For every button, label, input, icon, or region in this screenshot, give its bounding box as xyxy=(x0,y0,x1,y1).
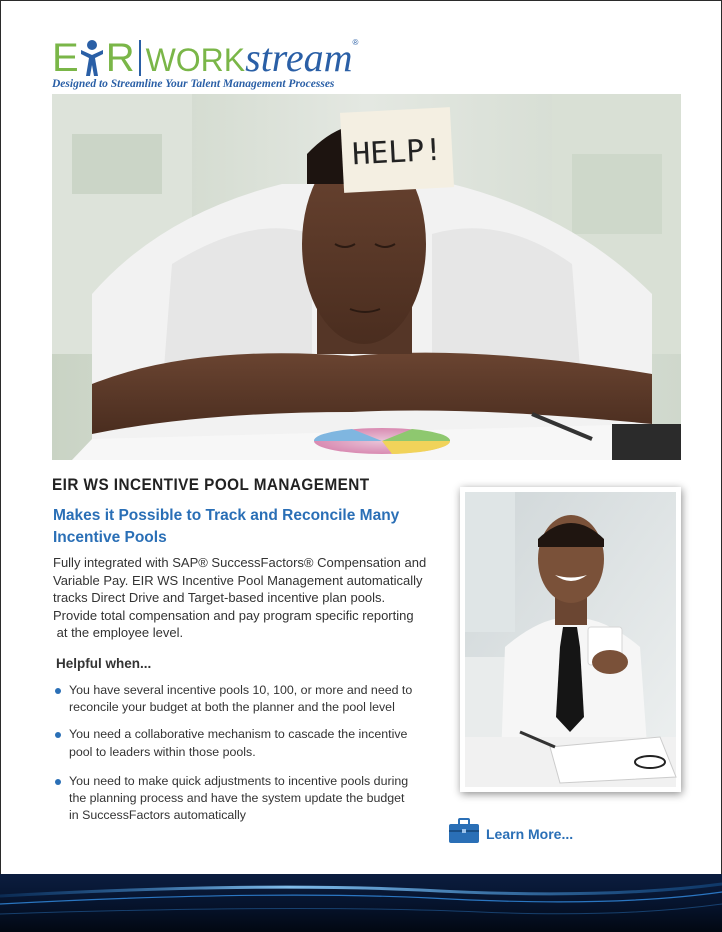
briefcase-icon xyxy=(448,818,480,849)
intro-line: Variable Pay. EIR WS Incentive Pool Management automatically xyxy=(53,572,423,588)
footer-decorative-band xyxy=(0,874,722,932)
eir-workstream-logo xyxy=(52,30,372,94)
logo-eir xyxy=(52,38,134,78)
list-item-line: You have several incentive pools 10, 100, or more and need to xyxy=(69,683,413,697)
list-item-line: pool to leaders within those pools. xyxy=(69,744,256,759)
svg-text:HELP!: HELP! xyxy=(351,132,444,173)
list-item-line: reconcile your budget at both the planner and the pool level xyxy=(69,700,395,715)
learn-more-label[interactable]: Learn More... xyxy=(486,825,574,842)
intro-line: at the employee level. xyxy=(53,625,184,641)
logo-trademark: ® xyxy=(352,38,359,47)
list-item-line: in SuccessFactors automatically xyxy=(69,808,246,823)
logo-letter-r: R xyxy=(105,36,134,80)
list-item-line: You need a collaborative mechanism to cascade the incentive xyxy=(69,727,408,742)
helpful-heading: Helpful when... xyxy=(56,656,152,671)
section-title: EIR WS INCENTIVE POOL MANAGEMENT xyxy=(52,475,370,494)
logo-divider xyxy=(139,40,141,76)
intro-line: tracks Direct Drive and Target-based incentive plan pools. xyxy=(53,590,386,606)
help-sticky-note xyxy=(340,107,454,193)
logo-work: WORK xyxy=(145,42,246,78)
helpful-list xyxy=(54,682,444,824)
logo-stream: stream xyxy=(245,35,353,80)
learn-more-link[interactable] xyxy=(448,818,573,849)
intro-line: Fully integrated with SAP® SuccessFactors® Compensation and xyxy=(53,555,427,570)
logo-letter-e: E xyxy=(52,36,78,80)
bullet-dot-icon xyxy=(55,779,61,785)
side-photo-smiling-man xyxy=(460,487,681,792)
list-item xyxy=(54,682,444,716)
logo-tagline: Designed to Streamline Your Talent Management Processes xyxy=(52,78,335,90)
intro-paragraph xyxy=(53,554,453,642)
bullet-dot-icon xyxy=(55,732,61,738)
section-subtitle: Makes it Possible to Track and Reconcile Many Incentive Pools xyxy=(53,507,400,546)
bullet-dot-icon xyxy=(55,688,61,694)
intro-line: Provide total compensation and pay program specific reporting xyxy=(53,607,414,623)
list-item-line: the planning process and have the system update the budget xyxy=(69,791,405,806)
list-item-line: You need to make quick adjustments to incentive pools during xyxy=(69,773,409,788)
person-figure-icon xyxy=(79,38,105,78)
list-item xyxy=(54,773,444,825)
list-item xyxy=(54,726,444,760)
hero-photo-man-help-note xyxy=(52,94,681,460)
